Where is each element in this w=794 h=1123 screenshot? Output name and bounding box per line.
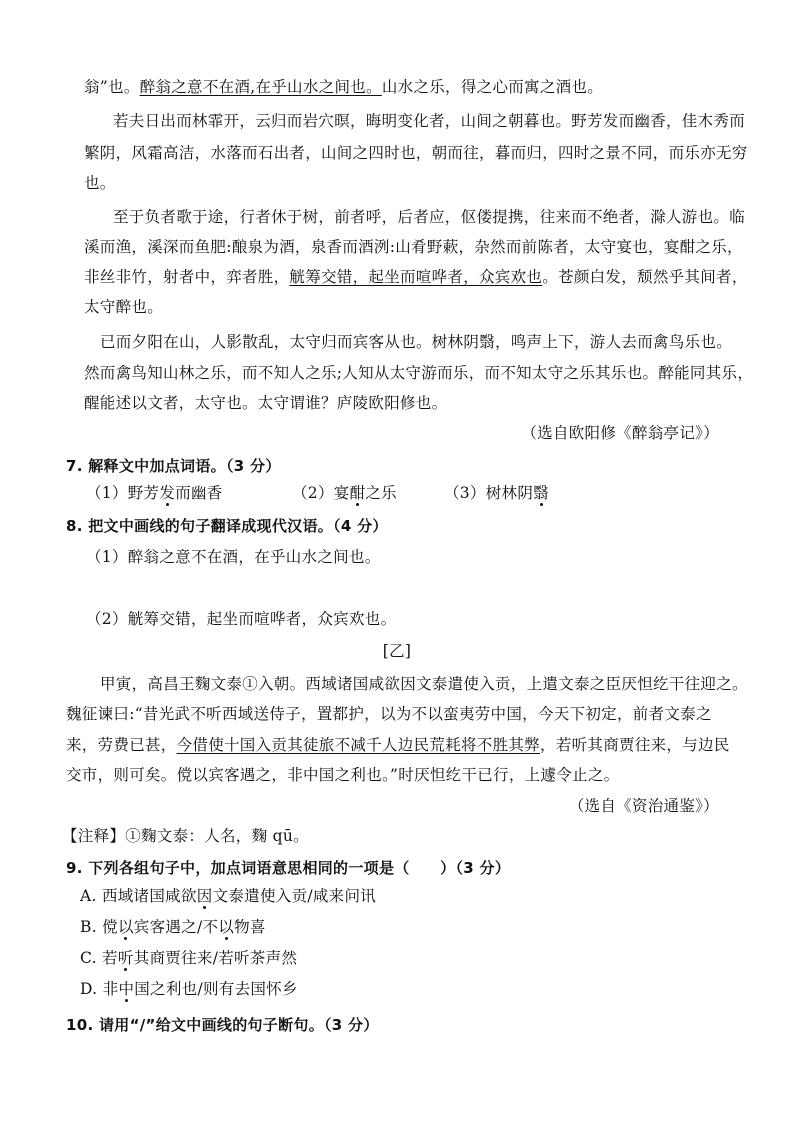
passage-a-line-0 [84, 76, 603, 98]
passage-a-p2-line-1: 至于负者歌于途，行者休于树，前者呼，后者应，伛偻提携，往来而不绝者，滁人游也。临 [113, 208, 746, 226]
option-a-prefix: A. 西域诸国咸欲 [80, 887, 197, 905]
question-9-option-d [80, 978, 298, 1000]
underlined-sentence-2: 觥筹交错，起坐而喧哗者，众宾欢也 [289, 268, 543, 286]
option-b-prefix: B. 傥 [80, 918, 118, 936]
option-c-text: 其商贾往来/若听茶声然 [133, 949, 298, 967]
passage-text: 翁”也。 [84, 78, 140, 96]
option-d-text: 国之利也/则有去国怀乡 [134, 980, 298, 998]
passage-text: 。苍颜白发，颓然乎其间者， [542, 268, 748, 286]
passage-text: 非丝非竹，射者中，弈者胜， [84, 268, 290, 286]
question-8-item-1: （1）醉翁之意不在酒，在乎山水之间也。 [86, 548, 381, 566]
question-9-title: 9. 下列各组句子中，加点词语意思相同的一项是（ ）（3 分） [66, 859, 511, 877]
q7-item1-suffix: 而幽香 [175, 484, 223, 502]
question-8-title: 8. 把文中画线的句子翻译成现代汉语。（4 分） [66, 517, 388, 535]
passage-a-p2-line-3 [84, 266, 748, 288]
passage-b-line-2: 魏征谏曰:“昔光武不听西域送侍子，置都护，以为不以蛮夷劳中国，今天下初定，前者文泰之 [66, 705, 712, 723]
passage-text: 山水之乐，得之心而寓之酒也。 [381, 78, 604, 96]
option-b-text-end: 物喜 [234, 918, 266, 936]
passage-b-heading: [乙] [382, 642, 412, 660]
passage-a-p1-line-1: 若夫日出而林霏开，云归而岩穴暝，晦明变化者，山间之朝暮也。野芳发而幽香，佳木秀而 [113, 112, 746, 130]
option-b-text: 宾客遇之/不 [133, 918, 219, 936]
q9-dotted-word: 因 [196, 887, 213, 905]
question-7-item-3 [444, 482, 549, 504]
question-8-item-2: （2）觥筹交错，起坐而喧哗者，众宾欢也。 [86, 610, 397, 628]
passage-a-p3-line-3: 醒能述以文者，太守也。太守谓谁？庐陵欧阳修也。 [84, 394, 448, 412]
passage-a-p3-line-2: 然而禽鸟知山林之乐，而不知人之乐;人知从太守游而乐，而不知太守之乐其乐也。醉能同其乐， [84, 364, 754, 382]
passage-a-source: （选自欧阳修《醉翁亭记》） [521, 424, 719, 442]
passage-a-p2-line-4: 太守醉也。 [84, 298, 164, 316]
underlined-sentence-1: 醉翁之意不在酒,在乎山水之间也。 [139, 78, 382, 96]
passage-text: ，若听其商贾往来，与边民 [540, 736, 730, 754]
option-d-prefix: D. 非 [80, 980, 119, 998]
q7-item2-prefix: （2）宴 [292, 484, 350, 502]
passage-a-p1-line-2: 繁阴，风霜高洁，水落而石出者，山间之四时也，朝而往，暮而归，四时之景不同，而乐亦无穷 [84, 144, 748, 162]
q7-dotted-word: 酣 [349, 484, 366, 502]
q9-dotted-word: 以 [218, 918, 235, 936]
q7-item1-prefix: （1）野芳 [86, 484, 160, 502]
question-7-item-2 [292, 482, 397, 504]
question-9-option-c [80, 947, 297, 969]
passage-text: 来，劳费已甚， [66, 736, 177, 754]
q7-item2-suffix: 之乐 [365, 484, 397, 502]
q7-item3-prefix: （3）树林阴 [444, 484, 534, 502]
q7-dotted-word: 发 [159, 484, 176, 502]
passage-b-line-1: 甲寅，高昌王麴文泰①入朝。西域诸国咸欲因文泰遣使入贡，上遣文泰之臣厌怛纥干往迎之。 [100, 675, 748, 693]
question-7-item-1 [86, 482, 223, 504]
question-7-title: 7. 解释文中加点词语。（3 分） [66, 457, 281, 475]
question-9-option-b [80, 916, 266, 938]
passage-a-p2-line-2: 溪而渔，溪深而鱼肥:酿泉为酒，泉香而酒洌:山肴野蔌，杂然而前陈者，太守宴也，宴酣之乐， [84, 238, 743, 256]
passage-b-source: （选自《资治通鉴》） [568, 797, 719, 815]
question-10-title: 10. 请用“/”给文中画线的句子断句。（3 分） [66, 1016, 379, 1034]
question-9-option-a [80, 885, 376, 907]
q9-dotted-word: 听 [117, 949, 134, 967]
q9-dotted-word: 以 [117, 918, 134, 936]
option-c-prefix: C. 若 [80, 949, 118, 967]
underlined-sentence-3: 今借使十国入贡其徒旅不减千人边民荒耗将不胜其弊 [176, 736, 541, 754]
annotation-note: 【注释】①麴文泰：人名，麴 qū。 [62, 827, 309, 845]
q7-dotted-word: 翳 [533, 484, 549, 502]
passage-b-line-4: 交市，则可矣。傥以宾客遇之，非中国之利也。”时厌怛纥干已行，上遽令止之。 [66, 766, 620, 784]
passage-b-line-3 [66, 734, 730, 756]
passage-a-p1-line-3: 也。 [84, 174, 116, 192]
q9-dotted-word: 中 [118, 980, 135, 998]
passage-a-p3-line-1: 已而夕阳在山，人影散乱，太守归而宾客从也。树林阴翳，鸣声上下，游人去而禽鸟乐也。 [100, 333, 733, 351]
option-a-text: 文泰遣使入贡/咸来问讯 [212, 887, 377, 905]
